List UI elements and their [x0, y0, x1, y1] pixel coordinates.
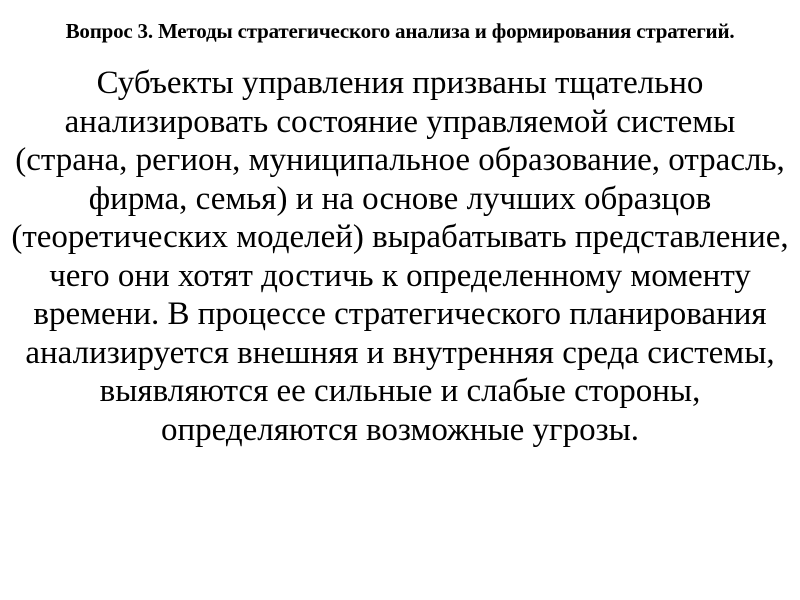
slide-body-text: Субъекты управления призваны тщательно анализировать состояние управляемой системы (страна, регион, муниципальное образование, отрасль, фирма, семья) и на основе лучших образцов (теоретических моделей) вырабатывать представление, чего они хотят достичь к определенному моменту времени. В процессе стратегического планирования анализируется внешняя и внутренняя среда системы, выявляются ее сильные и слабые стороны, определяются возможные угрозы.	[11, 65, 789, 448]
slide-title: Вопрос 3. Методы стратегического анализа и формирования стратегий.	[65, 19, 735, 43]
